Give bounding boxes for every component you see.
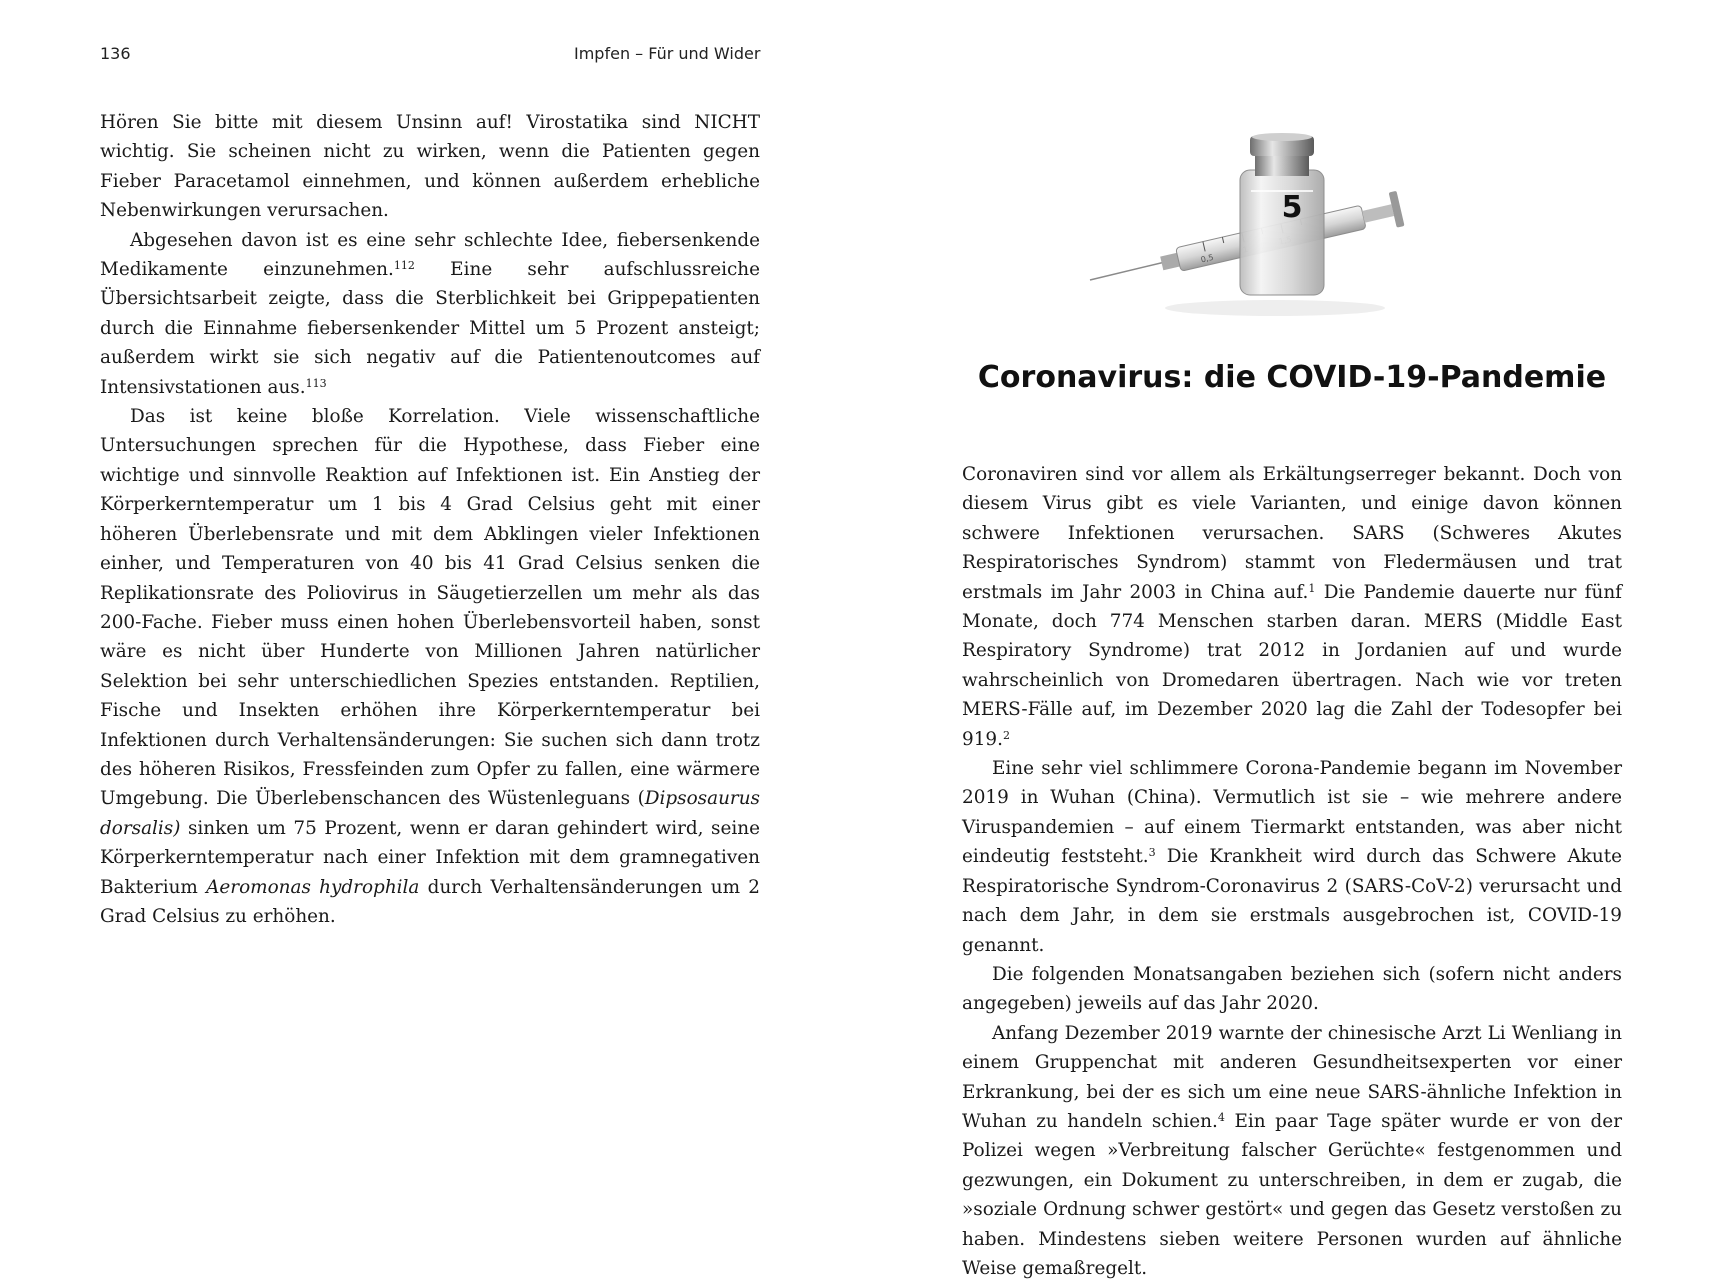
footnote-marker: 4: [1217, 1110, 1225, 1124]
footnote-marker: 1: [1308, 581, 1316, 595]
footnote-marker: 2: [1002, 728, 1010, 742]
paragraph: [100, 226, 760, 402]
text-run: Die Pandemie dauerte nur fünf Monate, doch 774 Menschen starben daran. MERS (Middle East Respiratory Syndrome) trat 2012 in Jordanien auf und wurde wahrscheinlich von Dromedaren übertragen. Nach wie vor treten MERS-Fälle auf, im Dezember 2020 lag die Zahl der Todesopfer bei 919.: [962, 581, 1622, 750]
text-run: Die Krankheit wird durch das Schwere Akute Respiratorische Syndrom-Coronavirus 2 (SARS-CoV-2) verursacht und nach dem Jahr, in dem sie erstmals ausgebrochen ist, COVID-19 genannt.: [962, 846, 1622, 956]
syringe-needle: [1090, 262, 1165, 280]
chapter-title: Coronavirus: die COVID-19-Pandemie: [977, 360, 1607, 395]
page-number: 136: [100, 44, 131, 63]
paragraph: [100, 402, 760, 931]
footnote-marker: 113: [305, 376, 327, 390]
species-name: Dipsosaurus dorsalis): [100, 788, 760, 839]
syringe-scale-mark: 0,5: [1199, 252, 1215, 265]
paragraph: [962, 1019, 1622, 1283]
chapter-number: 5: [1281, 190, 1303, 225]
vaccine-vial-and-syringe-icon: [1085, 130, 1425, 325]
running-head: Impfen – Für und Wider: [574, 44, 761, 63]
text-run: Das ist keine bloße Korrelation. Viele wissenschaftliche Untersuchungen sprechen für die Hypothese, dass Fieber eine wichtige und sinnvolle Reaktion auf Infektionen ist. Ein Anstieg der Körperkerntemperatur um 1 bis 4 Grad Celsius geht mit einer höheren Überlebensrate und mit dem Abklingen vieler Infektionen einher, und Temperaturen von 40 bis 41 Grad Celsius senken die Replikationsrate des Poliovirus in Säugetierzellen um mehr als das 200-Fache. Fieber muss einen hohen Überlebensvorteil haben, sonst wäre es nicht über Hunderte von Millionen Jahren natürlicher Selektion bei sehr unterschiedlichen Spezies entstanden. Reptilien, Fische und Insekten erhöhen ihre Körperkerntemperatur bei Infektionen durch Verhaltensänderungen: Sie suchen sich dann trotz des höheren Risikos, Fressfeinden zum Opfer zu fallen, eine wärmere Umgebung. Die Überlebenschancen des Wüstenleguans (: [100, 406, 760, 810]
paragraph: Die folgenden Monatsangaben beziehen sich (sofern nicht anders angegeben) jeweils auf das Jahr 2020.: [962, 963, 1622, 1015]
footnote-marker: 112: [393, 258, 415, 272]
paragraph: [962, 754, 1622, 960]
left-page-body: [100, 108, 760, 931]
text-run: Ein paar Tage später wurde er von der Polizei wegen »Verbreitung falscher Gerüchte« festgenommen und gezwungen, ein Dokument zu unterschreiben, in dem er zugab, die »soziale Ordnung schwer gestört« und gegen das Gesetz verstoßen zu haben. Mindestens sieben weitere Personen wurden auf ähnliche Weise gemaßregelt.: [962, 1110, 1622, 1279]
bacterium-name: Aeromonas hydrophila: [206, 876, 420, 898]
paragraph: [962, 460, 1622, 754]
text-run: sinken um 75 Prozent, wenn er daran gehindert wird, seine Körperkerntemperatur nach einer Infektion mit dem gramnegativen Bakterium: [100, 817, 760, 898]
right-page-body: [962, 460, 1622, 1283]
text-run: durch Verhaltensänderungen um 2 Grad Celsius zu erhöhen.: [100, 876, 760, 927]
text-run: Coronaviren sind vor allem als Erkältungserreger bekannt. Doch von diesem Virus gibt es viele Varianten, und einige davon können schwere Infektionen verursachen. SARS (Schweres Akutes Respiratorisches Syndrom) stammt von Fledermäusen und trat erstmals im Jahr 2003 in China auf.: [962, 464, 1622, 603]
text-run: Anfang Dezember 2019 warnte der chinesische Arzt Li Wenliang in einem Gruppenchat mit anderen Gesundheitsexperten vor einer Erkrankung, bei der es sich um eine neue SARS-ähnliche Infektion in Wuhan zu handeln schien.: [962, 1022, 1622, 1132]
paragraph: Hören Sie bitte mit diesem Unsinn auf! Virostatika sind NICHT wichtig. Sie scheinen nicht zu wirken, wenn die Patienten gegen Fieber Paracetamol einnehmen, und können außerdem erhebliche Nebenwirkungen verursachen.: [100, 112, 760, 222]
text-run: Abgesehen davon ist es eine sehr schlechte Idee, fiebersenkende Medikamente einzunehmen.: [100, 229, 760, 281]
text-run: Eine sehr viel schlimmere Corona-Pandemie begann im November 2019 in Wuhan (China). Vermutlich ist sie – wie mehrere andere Viruspandemien – auf einem Tiermarkt entstanden, was aber nicht eindeutig feststeht.: [962, 758, 1622, 868]
text-run: Eine sehr aufschlussreiche Übersichtsarbeit zeigte, dass die Sterblichkeit bei Grippepatienten durch die Einnahme fiebersenkender Mittel um 5 Prozent ansteigt; außerdem wirkt sie sich negativ auf die Patientenoutcomes auf Intensivstationen aus.: [100, 259, 760, 398]
footnote-marker: 3: [1148, 846, 1156, 860]
